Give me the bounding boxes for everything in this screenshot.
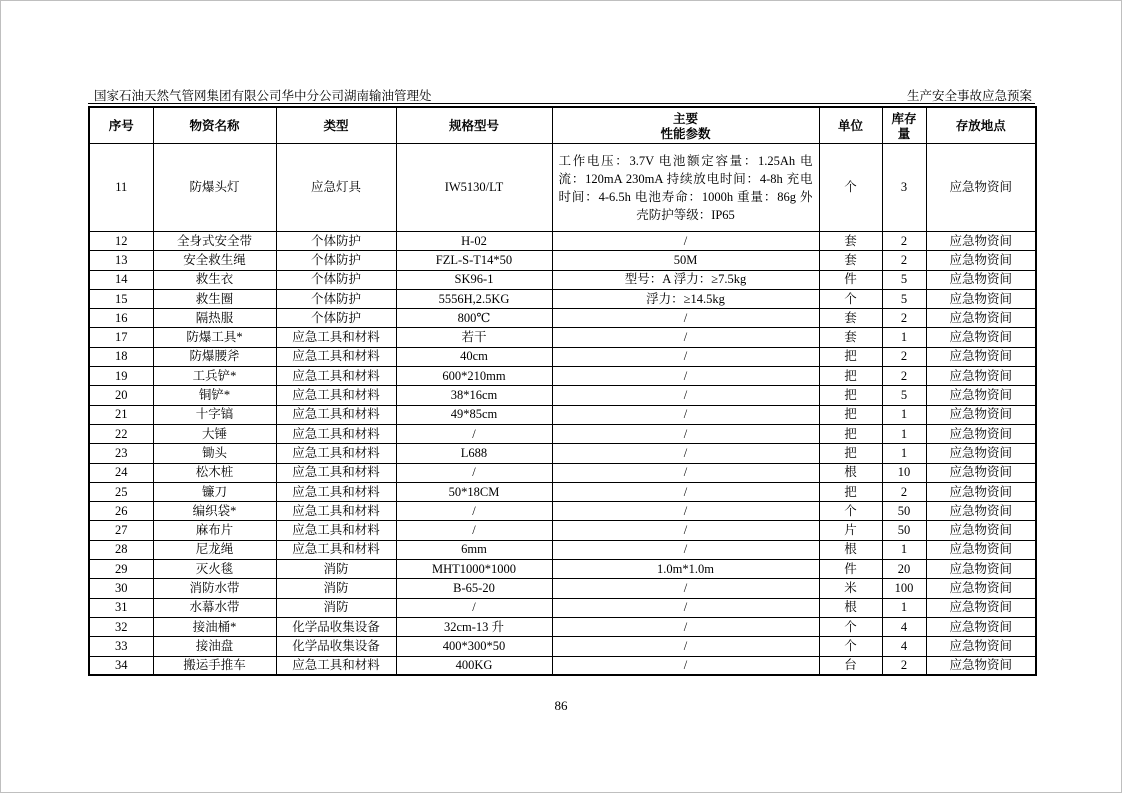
header-type: 类型 [276,107,396,144]
cell-location: 应急物资间 [926,579,1036,598]
cell-qty: 3 [882,144,926,232]
cell-name: 锄头 [153,444,276,463]
cell-type: 个体防护 [276,309,396,328]
cell-no: 22 [89,424,153,443]
table-row [89,251,1036,270]
header-organization: 国家石油天然气管网集团有限公司华中分公司湖南输油管理处 [94,89,432,103]
cell-model: 50*18CM [396,482,552,501]
cell-type: 消防 [276,598,396,617]
cell-unit: 片 [819,521,882,540]
cell-unit: 个 [819,502,882,521]
cell-no: 26 [89,502,153,521]
cell-spec: / [552,367,819,386]
cell-name: 消防水带 [153,579,276,598]
cell-unit: 根 [819,598,882,617]
cell-name: 工兵铲* [153,367,276,386]
cell-no: 16 [89,309,153,328]
cell-type: 应急灯具 [276,144,396,232]
table-row [89,482,1036,501]
cell-type: 个体防护 [276,270,396,289]
cell-location: 应急物资间 [926,637,1036,656]
cell-no: 32 [89,617,153,636]
cell-type: 应急工具和材料 [276,482,396,501]
cell-name: 编织袋* [153,502,276,521]
cell-spec: / [552,502,819,521]
cell-model: / [396,521,552,540]
page-number: 86 [554,698,568,713]
cell-model: 400KG [396,656,552,675]
cell-spec: / [552,347,819,366]
cell-name: 灭火毯 [153,560,276,579]
cell-spec: / [552,405,819,424]
cell-no: 13 [89,251,153,270]
table-row [89,405,1036,424]
table-row [89,289,1036,308]
cell-location: 应急物资间 [926,232,1036,251]
cell-name: 救生衣 [153,270,276,289]
cell-qty: 2 [882,347,926,366]
cell-qty: 2 [882,482,926,501]
cell-qty: 50 [882,502,926,521]
cell-type: 消防 [276,560,396,579]
header-qty-line2: 量 [897,125,911,141]
header-spec-line1: 主要 [672,110,698,126]
cell-no: 29 [89,560,153,579]
cell-unit: 个 [819,637,882,656]
cell-spec: / [552,656,819,675]
cell-spec: / [552,232,819,251]
cell-location: 应急物资间 [926,405,1036,424]
table-row [89,347,1036,366]
table-row [89,328,1036,347]
cell-location: 应急物资间 [926,367,1036,386]
cell-name: 隔热服 [153,309,276,328]
cell-type: 消防 [276,579,396,598]
cell-type: 应急工具和材料 [276,656,396,675]
cell-spec: / [552,309,819,328]
cell-type: 应急工具和材料 [276,463,396,482]
cell-location: 应急物资间 [926,309,1036,328]
cell-no: 25 [89,482,153,501]
cell-location: 应急物资间 [926,560,1036,579]
cell-name: 防爆工具* [153,328,276,347]
table-row [89,540,1036,559]
cell-unit: 个 [819,289,882,308]
cell-qty: 1 [882,598,926,617]
cell-qty: 20 [882,560,926,579]
cell-model: 若干 [396,328,552,347]
table-row [89,656,1036,675]
cell-name: 接油盘 [153,637,276,656]
cell-model: B-65-20 [396,579,552,598]
cell-type: 应急工具和材料 [276,328,396,347]
cell-qty: 1 [882,540,926,559]
cell-qty: 4 [882,617,926,636]
cell-name: 尼龙绳 [153,540,276,559]
cell-qty: 50 [882,521,926,540]
cell-name: 防爆头灯 [153,144,276,232]
cell-unit: 套 [819,328,882,347]
cell-no: 23 [89,444,153,463]
cell-qty: 5 [882,289,926,308]
cell-no: 21 [89,405,153,424]
page-header [88,86,1034,104]
cell-model: IW5130/LT [396,144,552,232]
cell-model: / [396,424,552,443]
cell-spec: / [552,637,819,656]
cell-qty: 1 [882,405,926,424]
cell-type: 应急工具和材料 [276,540,396,559]
cell-model: 38*16cm [396,386,552,405]
cell-location: 应急物资间 [926,251,1036,270]
cell-no: 24 [89,463,153,482]
cell-location: 应急物资间 [926,656,1036,675]
table-header-row [89,107,1036,144]
cell-spec: / [552,598,819,617]
cell-no: 12 [89,232,153,251]
cell-type: 应急工具和材料 [276,367,396,386]
header-location: 存放地点 [926,107,1036,144]
cell-unit: 把 [819,347,882,366]
cell-type: 化学品收集设备 [276,617,396,636]
table-row [89,579,1036,598]
table-row [89,560,1036,579]
cell-type: 应急工具和材料 [276,444,396,463]
table-row [89,232,1036,251]
cell-spec: 型号：A 浮力：≥7.5kg [552,270,819,289]
cell-spec: / [552,444,819,463]
cell-unit: 把 [819,405,882,424]
cell-spec: 工作电压：3.7V 电池额定容量：1.25Ah 电流：120mA 230mA 持续放电时间：4-8h 充电时间：4-6.5h 电池寿命：1000h 重量：86g 外壳防护等级：IP65 [552,144,819,232]
cell-no: 11 [89,144,153,232]
cell-qty: 2 [882,251,926,270]
cell-name: 水幕水带 [153,598,276,617]
table-row [89,463,1036,482]
cell-spec: / [552,463,819,482]
cell-name: 铜铲* [153,386,276,405]
cell-type: 应急工具和材料 [276,502,396,521]
header-spec [552,107,819,144]
cell-location: 应急物资间 [926,270,1036,289]
cell-model: MHT1000*1000 [396,560,552,579]
cell-no: 33 [89,637,153,656]
header-unit: 单位 [819,107,882,144]
cell-location: 应急物资间 [926,289,1036,308]
cell-location: 应急物资间 [926,424,1036,443]
cell-no: 34 [89,656,153,675]
cell-unit: 把 [819,482,882,501]
cell-unit: 个 [819,144,882,232]
table-row [89,444,1036,463]
cell-model: 32cm-13 升 [396,617,552,636]
cell-spec: / [552,521,819,540]
cell-location: 应急物资间 [926,482,1036,501]
cell-model: / [396,598,552,617]
table-row [89,270,1036,289]
cell-unit: 个 [819,617,882,636]
header-document-title: 生产安全事故应急预案 [906,89,1032,103]
cell-model: 400*300*50 [396,637,552,656]
table-row [89,617,1036,636]
cell-spec: / [552,540,819,559]
cell-unit: 把 [819,367,882,386]
cell-model: 40cm [396,347,552,366]
cell-name: 松木桩 [153,463,276,482]
cell-no: 18 [89,347,153,366]
cell-unit: 根 [819,540,882,559]
cell-location: 应急物资间 [926,328,1036,347]
cell-spec: 50M [552,251,819,270]
cell-spec: / [552,328,819,347]
cell-type: 应急工具和材料 [276,405,396,424]
cell-location: 应急物资间 [926,502,1036,521]
cell-location: 应急物资间 [926,598,1036,617]
cell-no: 27 [89,521,153,540]
table-row [89,367,1036,386]
cell-name: 镰刀 [153,482,276,501]
table-row [89,144,1036,232]
cell-model: 49*85cm [396,405,552,424]
cell-no: 19 [89,367,153,386]
cell-unit: 套 [819,309,882,328]
cell-model: 800℃ [396,309,552,328]
header-model: 规格型号 [396,107,552,144]
header-name: 物资名称 [153,107,276,144]
cell-spec: / [552,482,819,501]
cell-model: FZL-S-T14*50 [396,251,552,270]
cell-model: SK96-1 [396,270,552,289]
cell-qty: 100 [882,579,926,598]
header-qty-line1: 库存 [891,110,917,126]
table-row [89,309,1036,328]
cell-spec: / [552,579,819,598]
cell-model: H-02 [396,232,552,251]
cell-qty: 10 [882,463,926,482]
cell-qty: 4 [882,637,926,656]
cell-unit: 套 [819,251,882,270]
cell-qty: 1 [882,328,926,347]
cell-spec: 浮力：≥14.5kg [552,289,819,308]
cell-no: 15 [89,289,153,308]
cell-no: 14 [89,270,153,289]
table-row [89,424,1036,443]
cell-unit: 把 [819,386,882,405]
cell-model: 5556H,2.5KG [396,289,552,308]
table-row [89,637,1036,656]
cell-type: 个体防护 [276,251,396,270]
cell-model: 600*210mm [396,367,552,386]
cell-location: 应急物资间 [926,144,1036,232]
cell-type: 应急工具和材料 [276,386,396,405]
cell-name: 大锤 [153,424,276,443]
cell-qty: 2 [882,367,926,386]
cell-unit: 件 [819,560,882,579]
table-row [89,502,1036,521]
cell-location: 应急物资间 [926,540,1036,559]
cell-model: L688 [396,444,552,463]
table-body [89,144,1036,676]
cell-name: 全身式安全带 [153,232,276,251]
header-no: 序号 [89,107,153,144]
cell-name: 防爆腰斧 [153,347,276,366]
cell-spec: / [552,386,819,405]
cell-spec: 1.0m*1.0m [552,560,819,579]
cell-location: 应急物资间 [926,617,1036,636]
cell-qty: 5 [882,270,926,289]
cell-spec: / [552,617,819,636]
cell-unit: 把 [819,444,882,463]
cell-unit: 件 [819,270,882,289]
cell-name: 救生圈 [153,289,276,308]
cell-unit: 根 [819,463,882,482]
cell-no: 28 [89,540,153,559]
table-row [89,598,1036,617]
cell-model: / [396,502,552,521]
cell-qty: 1 [882,424,926,443]
cell-qty: 2 [882,309,926,328]
cell-type: 应急工具和材料 [276,521,396,540]
cell-type: 应急工具和材料 [276,347,396,366]
header-rule [88,103,1035,104]
header-qty [882,107,926,144]
cell-type: 化学品收集设备 [276,637,396,656]
cell-name: 十字镐 [153,405,276,424]
cell-location: 应急物资间 [926,521,1036,540]
cell-location: 应急物资间 [926,463,1036,482]
cell-type: 个体防护 [276,289,396,308]
inventory-table [88,106,1037,676]
table-row [89,521,1036,540]
cell-qty: 2 [882,656,926,675]
cell-no: 31 [89,598,153,617]
cell-unit: 米 [819,579,882,598]
cell-location: 应急物资间 [926,386,1036,405]
table-row [89,386,1036,405]
cell-model: / [396,463,552,482]
header-spec-line2: 性能参数 [660,125,711,141]
cell-name: 安全救生绳 [153,251,276,270]
cell-unit: 台 [819,656,882,675]
cell-no: 30 [89,579,153,598]
cell-no: 20 [89,386,153,405]
cell-unit: 把 [819,424,882,443]
cell-location: 应急物资间 [926,444,1036,463]
cell-qty: 5 [882,386,926,405]
cell-name: 麻布片 [153,521,276,540]
cell-type: 应急工具和材料 [276,424,396,443]
cell-name: 接油桶* [153,617,276,636]
cell-unit: 套 [819,232,882,251]
cell-qty: 2 [882,232,926,251]
cell-model: 6mm [396,540,552,559]
cell-type: 个体防护 [276,232,396,251]
cell-name: 搬运手推车 [153,656,276,675]
cell-location: 应急物资间 [926,347,1036,366]
cell-no: 17 [89,328,153,347]
cell-qty: 1 [882,444,926,463]
cell-spec: / [552,424,819,443]
